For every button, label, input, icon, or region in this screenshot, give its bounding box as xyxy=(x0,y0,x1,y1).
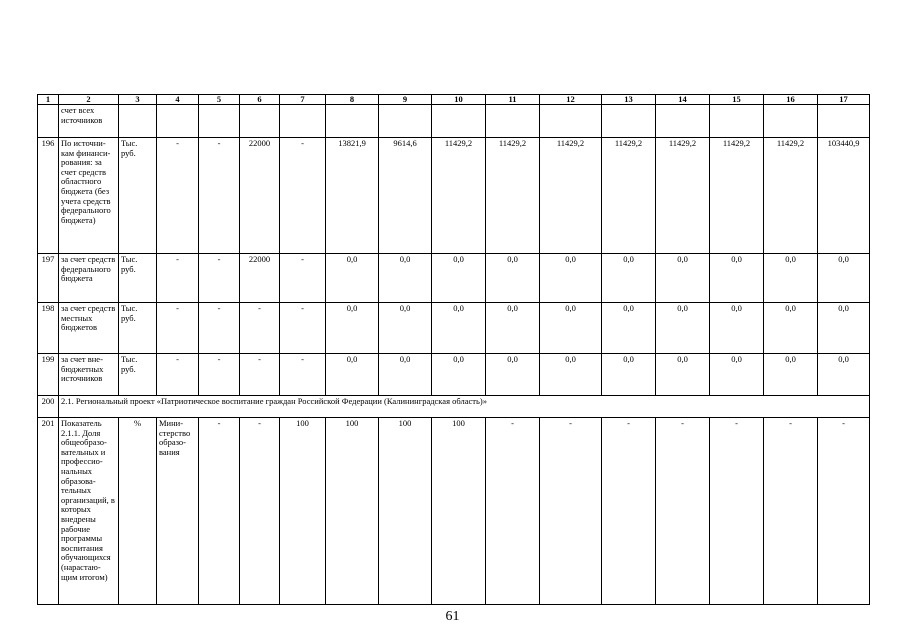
value-cell: 0,0 xyxy=(602,303,656,354)
value-cell: 0,0 xyxy=(818,354,870,396)
indicator-name: за счет средств федерального бюджета xyxy=(59,254,119,303)
value-cell: 0,0 xyxy=(379,303,432,354)
value-cell: 22000 xyxy=(240,254,280,303)
value-cell: 0,0 xyxy=(710,354,764,396)
org-cell: - xyxy=(157,354,199,396)
value-cell: - xyxy=(764,418,818,605)
value-cell xyxy=(326,105,379,138)
value-cell: 0,0 xyxy=(656,254,710,303)
value-cell: 0,0 xyxy=(710,254,764,303)
header-cell: 14 xyxy=(656,95,710,105)
value-cell xyxy=(602,105,656,138)
value-cell: 0,0 xyxy=(379,254,432,303)
value-cell: - xyxy=(280,354,326,396)
value-cell xyxy=(280,105,326,138)
table-row xyxy=(38,354,870,396)
table-row xyxy=(38,138,870,254)
table-row xyxy=(38,303,870,354)
indicator-name: По источни-кам финанси-рования: за счет средств областного бюджета (без учета средств федерального бюджета) xyxy=(59,138,119,254)
indicator-name: счет всех источников xyxy=(59,105,119,138)
value-cell: - xyxy=(199,138,240,254)
value-cell: 9614,6 xyxy=(379,138,432,254)
value-cell: - xyxy=(240,354,280,396)
value-cell: - xyxy=(486,418,540,605)
table-row xyxy=(38,418,870,605)
value-cell: 100 xyxy=(280,418,326,605)
row-number: 198 xyxy=(38,303,59,354)
org-cell xyxy=(157,105,199,138)
value-cell: - xyxy=(540,418,602,605)
page-number: 61 xyxy=(445,609,460,624)
value-cell: 11429,2 xyxy=(764,138,818,254)
unit-cell: Тыс. руб. xyxy=(119,254,157,303)
header-cell: 17 xyxy=(818,95,870,105)
value-cell: 0,0 xyxy=(764,354,818,396)
value-cell: 0,0 xyxy=(818,303,870,354)
value-cell: - xyxy=(280,303,326,354)
value-cell: 0,0 xyxy=(710,303,764,354)
value-cell: 100 xyxy=(326,418,379,605)
header-cell: 10 xyxy=(432,95,486,105)
value-cell xyxy=(486,105,540,138)
unit-cell: Тыс. руб. xyxy=(119,354,157,396)
unit-cell: Тыс. руб. xyxy=(119,138,157,254)
value-cell: 0,0 xyxy=(818,254,870,303)
value-cell: 0,0 xyxy=(379,354,432,396)
header-cell: 12 xyxy=(540,95,602,105)
value-cell xyxy=(818,105,870,138)
header-cell: 9 xyxy=(379,95,432,105)
value-cell: - xyxy=(199,254,240,303)
value-cell: 13821,9 xyxy=(326,138,379,254)
header-cell: 16 xyxy=(764,95,818,105)
value-cell: - xyxy=(199,303,240,354)
section-row xyxy=(38,396,870,418)
header-cell: 7 xyxy=(280,95,326,105)
unit-cell xyxy=(119,105,157,138)
unit-cell: % xyxy=(119,418,157,605)
unit-cell: Тыс. руб. xyxy=(119,303,157,354)
header-cell: 5 xyxy=(199,95,240,105)
value-cell: - xyxy=(818,418,870,605)
value-cell: 0,0 xyxy=(540,354,602,396)
value-cell: 11429,2 xyxy=(540,138,602,254)
value-cell: 11429,2 xyxy=(656,138,710,254)
table-row xyxy=(38,254,870,303)
org-cell: - xyxy=(157,303,199,354)
value-cell: - xyxy=(280,138,326,254)
value-cell: 0,0 xyxy=(486,254,540,303)
value-cell: - xyxy=(199,418,240,605)
value-cell: - xyxy=(240,303,280,354)
value-cell: - xyxy=(280,254,326,303)
value-cell: 0,0 xyxy=(764,254,818,303)
table-row xyxy=(38,105,870,138)
value-cell xyxy=(432,105,486,138)
value-cell: 0,0 xyxy=(326,254,379,303)
value-cell: - xyxy=(602,418,656,605)
row-number: 200 xyxy=(38,396,59,418)
indicator-name: Показатель 2.1.1. Доля общеобразо-вательных и профессио-нальных образова-тельных организаций, в которых внедрены рабочие программы воспитания обучающихся (нарастаю-щим итогом) xyxy=(59,418,119,605)
value-cell: 0,0 xyxy=(326,303,379,354)
value-cell: - xyxy=(710,418,764,605)
header-cell: 15 xyxy=(710,95,764,105)
value-cell xyxy=(379,105,432,138)
value-cell: 0,0 xyxy=(656,354,710,396)
value-cell: 0,0 xyxy=(764,303,818,354)
value-cell xyxy=(540,105,602,138)
header-cell: 4 xyxy=(157,95,199,105)
org-cell: - xyxy=(157,138,199,254)
value-cell: 100 xyxy=(379,418,432,605)
value-cell: 0,0 xyxy=(656,303,710,354)
section-title: 2.1. Региональный проект «Патриотическое воспитание граждан Российской Федерации (Калининградская область)» xyxy=(59,396,870,418)
value-cell: 0,0 xyxy=(432,254,486,303)
header-cell: 6 xyxy=(240,95,280,105)
value-cell: 11429,2 xyxy=(602,138,656,254)
indicator-table xyxy=(37,94,870,605)
indicator-name: за счет средств местных бюджетов xyxy=(59,303,119,354)
value-cell: 100 xyxy=(432,418,486,605)
org-cell: - xyxy=(157,254,199,303)
value-cell: 0,0 xyxy=(432,303,486,354)
value-cell: - xyxy=(199,354,240,396)
header-cell: 8 xyxy=(326,95,379,105)
row-number: 196 xyxy=(38,138,59,254)
header-cell: 1 xyxy=(38,95,59,105)
value-cell: 103440,9 xyxy=(818,138,870,254)
indicator-name: за счет вне-бюджетных источников xyxy=(59,354,119,396)
header-cell: 2 xyxy=(59,95,119,105)
row-number: 199 xyxy=(38,354,59,396)
value-cell: 11429,2 xyxy=(432,138,486,254)
value-cell: 11429,2 xyxy=(486,138,540,254)
value-cell: 0,0 xyxy=(486,354,540,396)
header-cell: 11 xyxy=(486,95,540,105)
value-cell: 0,0 xyxy=(540,254,602,303)
value-cell xyxy=(656,105,710,138)
row-number xyxy=(38,105,59,138)
value-cell: 11429,2 xyxy=(710,138,764,254)
value-cell: 0,0 xyxy=(540,303,602,354)
value-cell xyxy=(240,105,280,138)
value-cell: 22000 xyxy=(240,138,280,254)
row-number: 201 xyxy=(38,418,59,605)
value-cell xyxy=(199,105,240,138)
value-cell: 0,0 xyxy=(602,354,656,396)
value-cell: 0,0 xyxy=(486,303,540,354)
value-cell xyxy=(764,105,818,138)
column-number-row xyxy=(38,95,870,105)
value-cell: - xyxy=(656,418,710,605)
header-cell: 3 xyxy=(119,95,157,105)
value-cell: 0,0 xyxy=(432,354,486,396)
value-cell xyxy=(710,105,764,138)
value-cell: - xyxy=(240,418,280,605)
org-cell: Мини-стерство образо-вания xyxy=(157,418,199,605)
value-cell: 0,0 xyxy=(326,354,379,396)
header-cell: 13 xyxy=(602,95,656,105)
value-cell: 0,0 xyxy=(602,254,656,303)
row-number: 197 xyxy=(38,254,59,303)
